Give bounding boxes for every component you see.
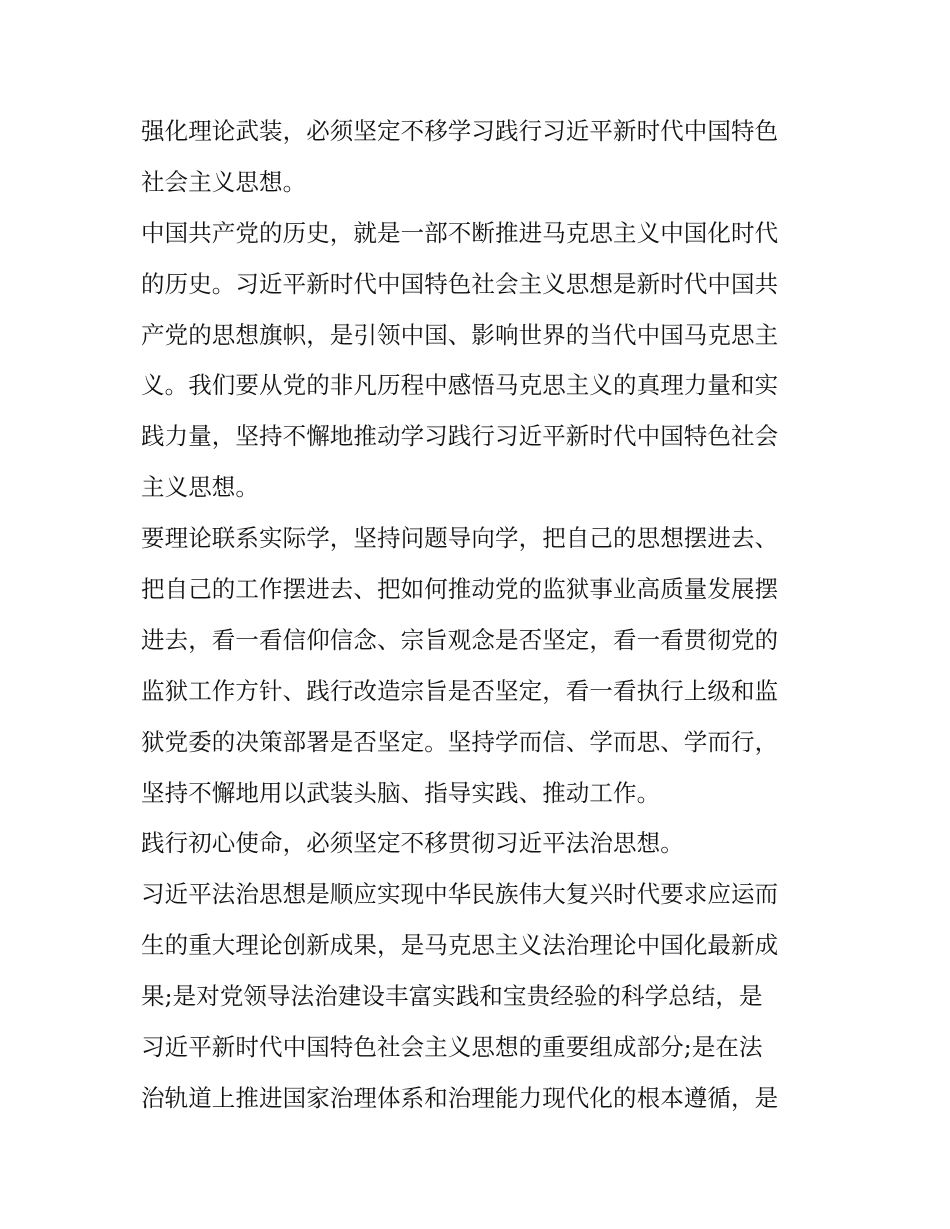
- text-line: 狱党委的决策部署是否坚定。坚持学而信、学而思、学而行，: [141, 727, 779, 756]
- text-line: 中国共产党的历史，就是一部不断推进马克思主义中国化时代: [141, 218, 779, 247]
- text-line: 习近平法治思想是顺应实现中华民族伟大复兴时代要求应运而: [141, 880, 779, 909]
- text-line: 果;是对党领导法治建设丰富实践和宝贵经验的科学总结，是: [141, 982, 763, 1011]
- text-line: 主义思想。: [141, 473, 259, 502]
- text-line: 习近平新时代中国特色社会主义思想的重要组成部分;是在法: [141, 1033, 763, 1062]
- text-line: 治轨道上推进国家治理体系和治理能力现代化的根本遵循，是: [141, 1083, 779, 1112]
- text-line: 践力量，坚持不懈地推动学习践行习近平新时代中国特色社会: [141, 422, 779, 451]
- text-line: 把自己的工作摆进去、把如何推动党的监狱事业高质量发展摆: [141, 575, 779, 604]
- text-line: 义。我们要从党的非凡历程中感悟马克思主义的真理力量和实: [141, 371, 779, 400]
- text-line: 践行初心使命，必须坚定不移贯彻习近平法治思想。: [141, 829, 684, 858]
- text-line: 坚持不懈地用以武装头脑、指导实践、推动工作。: [141, 778, 661, 807]
- text-line: 强化理论武装，必须坚定不移学习践行习近平新时代中国特色: [141, 117, 779, 145]
- document-body: [141, 106, 821, 1124]
- text-line: 进去，看一看信仰信念、宗旨观念是否坚定，看一看贯彻党的: [141, 625, 779, 654]
- text-line: 社会主义思想。: [141, 167, 307, 196]
- text-line: 产党的思想旗帜，是引领中国、影响世界的当代中国马克思主: [141, 320, 779, 349]
- text-line: 监狱工作方针、践行改造宗旨是否坚定，看一看执行上级和监: [141, 676, 779, 705]
- text-line: 要理论联系实际学，坚持问题导向学，把自己的思想摆进去、: [141, 524, 779, 553]
- text-line: 生的重大理论创新成果，是马克思主义法治理论中国化最新成: [141, 931, 779, 960]
- text-line: 的历史。习近平新时代中国特色社会主义思想是新时代中国共: [141, 269, 779, 298]
